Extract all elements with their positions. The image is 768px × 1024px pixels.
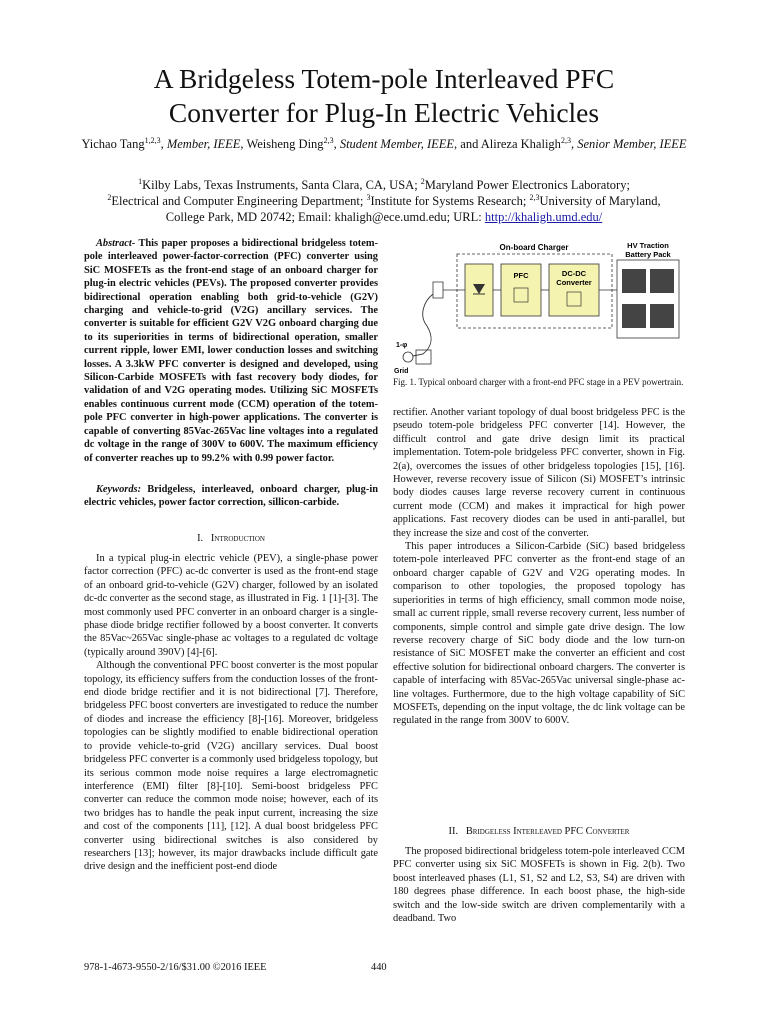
section-heading-introduction <box>84 533 378 544</box>
author-list: Yichao Tang$^{1,2,3}$, Member, IEEE, Weisheng Ding$^{2,3}$, Student Member, IEEE, and Alireza Khaligh$^{2,3}$, Senior Member, IEEE <box>81 135 687 151</box>
affil-text: University of Maryland, <box>539 194 661 208</box>
affil-text: Kilby Labs, Texas Instruments, Santa Clara, CA, USA; <box>142 178 421 192</box>
affil-sup: 1 <box>138 176 143 186</box>
affil-sup: 2,3 <box>560 135 571 145</box>
onboard-charger-label: On-board Charger <box>499 243 569 252</box>
battery-cell-icon <box>622 269 646 293</box>
section-number: II. <box>448 826 459 837</box>
grid-phase-label: 1-φ <box>396 342 408 349</box>
affil-text: Maryland Power Electronics Laboratory; <box>424 178 630 192</box>
paragraph: The proposed bidirectional bridgeless totem-pole interleaved CCM PFC converter using six SiC MOSFETs is shown in Fig. 2(b). Two boost interleaved phases (L1, S1, S2 and L2, S3, S4) are driven with 180 degrees phase difference. In each boost phase, the high-side switch and the low-side switch are driven complementarily with a deadband. Two <box>393 846 685 925</box>
hv-label-2: Battery Pack <box>625 250 671 259</box>
title-line-1: A Bridgeless Totem-pole Interleaved PFC <box>153 63 615 94</box>
author-name: Weisheng Ding <box>246 137 324 151</box>
right-column-body <box>393 406 685 728</box>
affil-text: Electrical and Computer Engineering Department; <box>111 194 367 208</box>
dcdc-label-2: Converter <box>556 278 592 287</box>
figure-1-caption: Fig. 1. Typical onboard charger with a front-end PFC stage in a PEV powertrain. <box>393 377 684 387</box>
battery-cell-icon <box>650 304 674 328</box>
author-role: Senior Member, IEEE <box>577 137 687 151</box>
affil-sup: 2 <box>107 192 112 202</box>
section-title: Bridgeless Interleaved PFC Converter <box>465 826 630 837</box>
affil-sup: 3 <box>366 192 371 202</box>
paragraph: This paper introduces a Silicon-Carbide (SiC) based bridgeless totem-pole interleaved PFC converter as the front-end stage of an onboard charger capable of G2V and V2G operating modes. In comparison to other topologies, the proposed topology has superiorities in terms of high efficiency, small common mode noise, small ac current ripple, small reverse recovery current, less number of components, simple control and simple gate drive design. The low reverse recovery charge of SiC body diode and the low turn-on resistance of SiC MOSFET make the converter an efficient and cost effective solution for bidirectional onboard chargers. The converter is capable of interfacing with 85Vac-265Vac universal single-phase ac-line voltages. Furthermore, due to the high voltage capability of SiC MOSFETs, depending on the input voltage, the dc link voltage can be regulated in the range from 300V to 600V. <box>393 541 685 727</box>
author-name: Alireza Khaligh <box>480 137 561 151</box>
cable-icon <box>413 294 433 356</box>
dcdc-label-1: DC-DC <box>561 269 587 278</box>
section-heading-bridgeless <box>393 826 685 837</box>
grid-block <box>416 350 431 364</box>
author-role: Member, IEEE <box>166 137 241 151</box>
affil-text: Institute for Systems Research; <box>370 194 530 208</box>
battery-cell-icon <box>622 304 646 328</box>
affil-sup: 2,3 <box>323 135 334 145</box>
keywords <box>84 483 378 510</box>
author-name: Yichao Tang <box>81 137 145 151</box>
paper-title <box>0 62 768 130</box>
abstract <box>84 237 378 465</box>
affiliations <box>60 177 708 225</box>
battery-cell-icon <box>650 269 674 293</box>
section-number: I. <box>197 533 204 544</box>
keywords-label: Keywords: <box>96 484 142 495</box>
abstract-text: This paper proposes a bidirectional bridgeless totem-pole interleaved power-factor-correction (PFC) converter using SiC MOSFETs as the front-end stage of an onboard charger for plug-in electric vehicles (PEVs). The proposed converter provides bidirectional operation enabling both grid-to-vehicle (G2V) charging and vehicle-to-grid (V2G) ancillary services. The converter is suitable for efficient G2V V2G onboard charging due to its superiorities in terms of bidirectional operation, smaller current ripple, lower EMI, lower conduction losses and switching losses. A 3.3kW PFC converter is designed and developed, using Silicon-Carbide MOSFETs with fast recovery body diodes, for validation of and V2G operating modes. Utilizing SiC MOSFETs enables continuous current mode (CCM) operation of the totem-pole PFC converter in high-power applications. The converter is capable of converting 85Vac-265Vac line voltages into a regulated dc voltage in the range of 300V to 600V. The maximum efficiency of converter reaches up to 99.2% with 0.99 power factor. <box>84 238 378 464</box>
figure-1-onboard-charger-diagram <box>393 236 685 376</box>
hv-label-1: HV Traction <box>627 241 669 250</box>
isbn-footer: 978-1-4673-9550-2/16/$31.00 ©2016 IEEE <box>84 962 267 973</box>
paragraph: Although the conventional PFC boost converter is the most popular topology, its efficiency suffers from the conduction losses of the front-end diode bridge rectifier and it is not bidirectional [7]. Therefore, bridgeless PFC boost converters are investigated to reduce the number of diodes and increase the efficiency [8]-[16]. Moreover, bridgeless topologies can be slightly modified to enable bidirectional operation to provide vehicle-to-grid (V2G) ancillary services. Dual boost bridgeless PFC converter is a commonly used bridgeless topology, but its serious common mode noise requires a large electromagnetic interference (EMI) filter [8]-[10]. Semi-boost bridgeless PFC converter can reduce the common mode noise; however, each of its two bridges has to handle the peak input current, increasing the size and cost of the components [11], [12]. A dual boost bridgeless PFC converter using bidirectional switches is also considered by researchers [13]; however, its major drawbacks include difficult gate drive design and the inefficient post-end diode <box>84 660 378 873</box>
page-number: 440 <box>371 962 387 973</box>
plug-icon <box>433 282 443 298</box>
lab-url-link[interactable]: http://khaligh.umd.edu/ <box>484 210 603 224</box>
abstract-label: Abstract- <box>96 238 136 249</box>
title-line-2: Converter for Plug-In Electric Vehicles <box>168 97 600 128</box>
affil-sup: 2,3 <box>529 192 540 202</box>
affil-sup: 2 <box>420 176 425 186</box>
paragraph: In a typical plug-in electric vehicle (PEV), a single-phase power factor correction (PFC) ac-dc converter is used as the front-end stage of an onboard grid-to-vehicle (G2V) charger, followed by an isolated dc-dc converter as the second stage, as illustrated in Fig. 1 [1]-[3]. The most commonly used PFC converter in an onboard charger is a single-phase diode bridge rectifier followed by a boost converter. It converts the 85Vac~265Vac single-phase ac voltages to a regulated dc voltage (typically around 390V) [4]-[6]. <box>84 553 378 658</box>
affil-sup: 1,2,3 <box>144 135 161 145</box>
affil-text: College Park, MD 20742; Email: khaligh@ece.umd.edu; URL: <box>165 210 485 224</box>
left-column-body <box>84 552 378 874</box>
paragraph: rectifier. Another variant topology of dual boost bridgeless PFC is the pseudo totem-pole bridgeless PFC converter [14]. However, the difficult control and gate drive design limit its practical implementation. Totem-pole bridgeless PFC converter, shown in Fig. 2(a), overcomes the issues of other bridgeless topologies [15], [16]. However, reverse recovery issue of Silicon (Si) MOSFET’s intrinsic body diodes causes large reverse recovery current in continuous current mode (CCM) and makes it impractical for high power applications. Fast recovery diodes can be used in anti-parallel, but they increase the size and cost of the converter. <box>393 407 685 539</box>
keywords-text: Bridgeless, interleaved, onboard charger, plug-in electric vehicles, power factor correction, sillicon-carbide. <box>84 484 378 509</box>
ac-source-icon <box>403 352 413 362</box>
section-2-body <box>393 845 685 925</box>
pfc-label: PFC <box>513 271 529 280</box>
author-role: Student Member, IEEE <box>339 137 455 151</box>
grid-label: Grid <box>394 368 409 375</box>
section-title: Introduction <box>210 533 265 544</box>
